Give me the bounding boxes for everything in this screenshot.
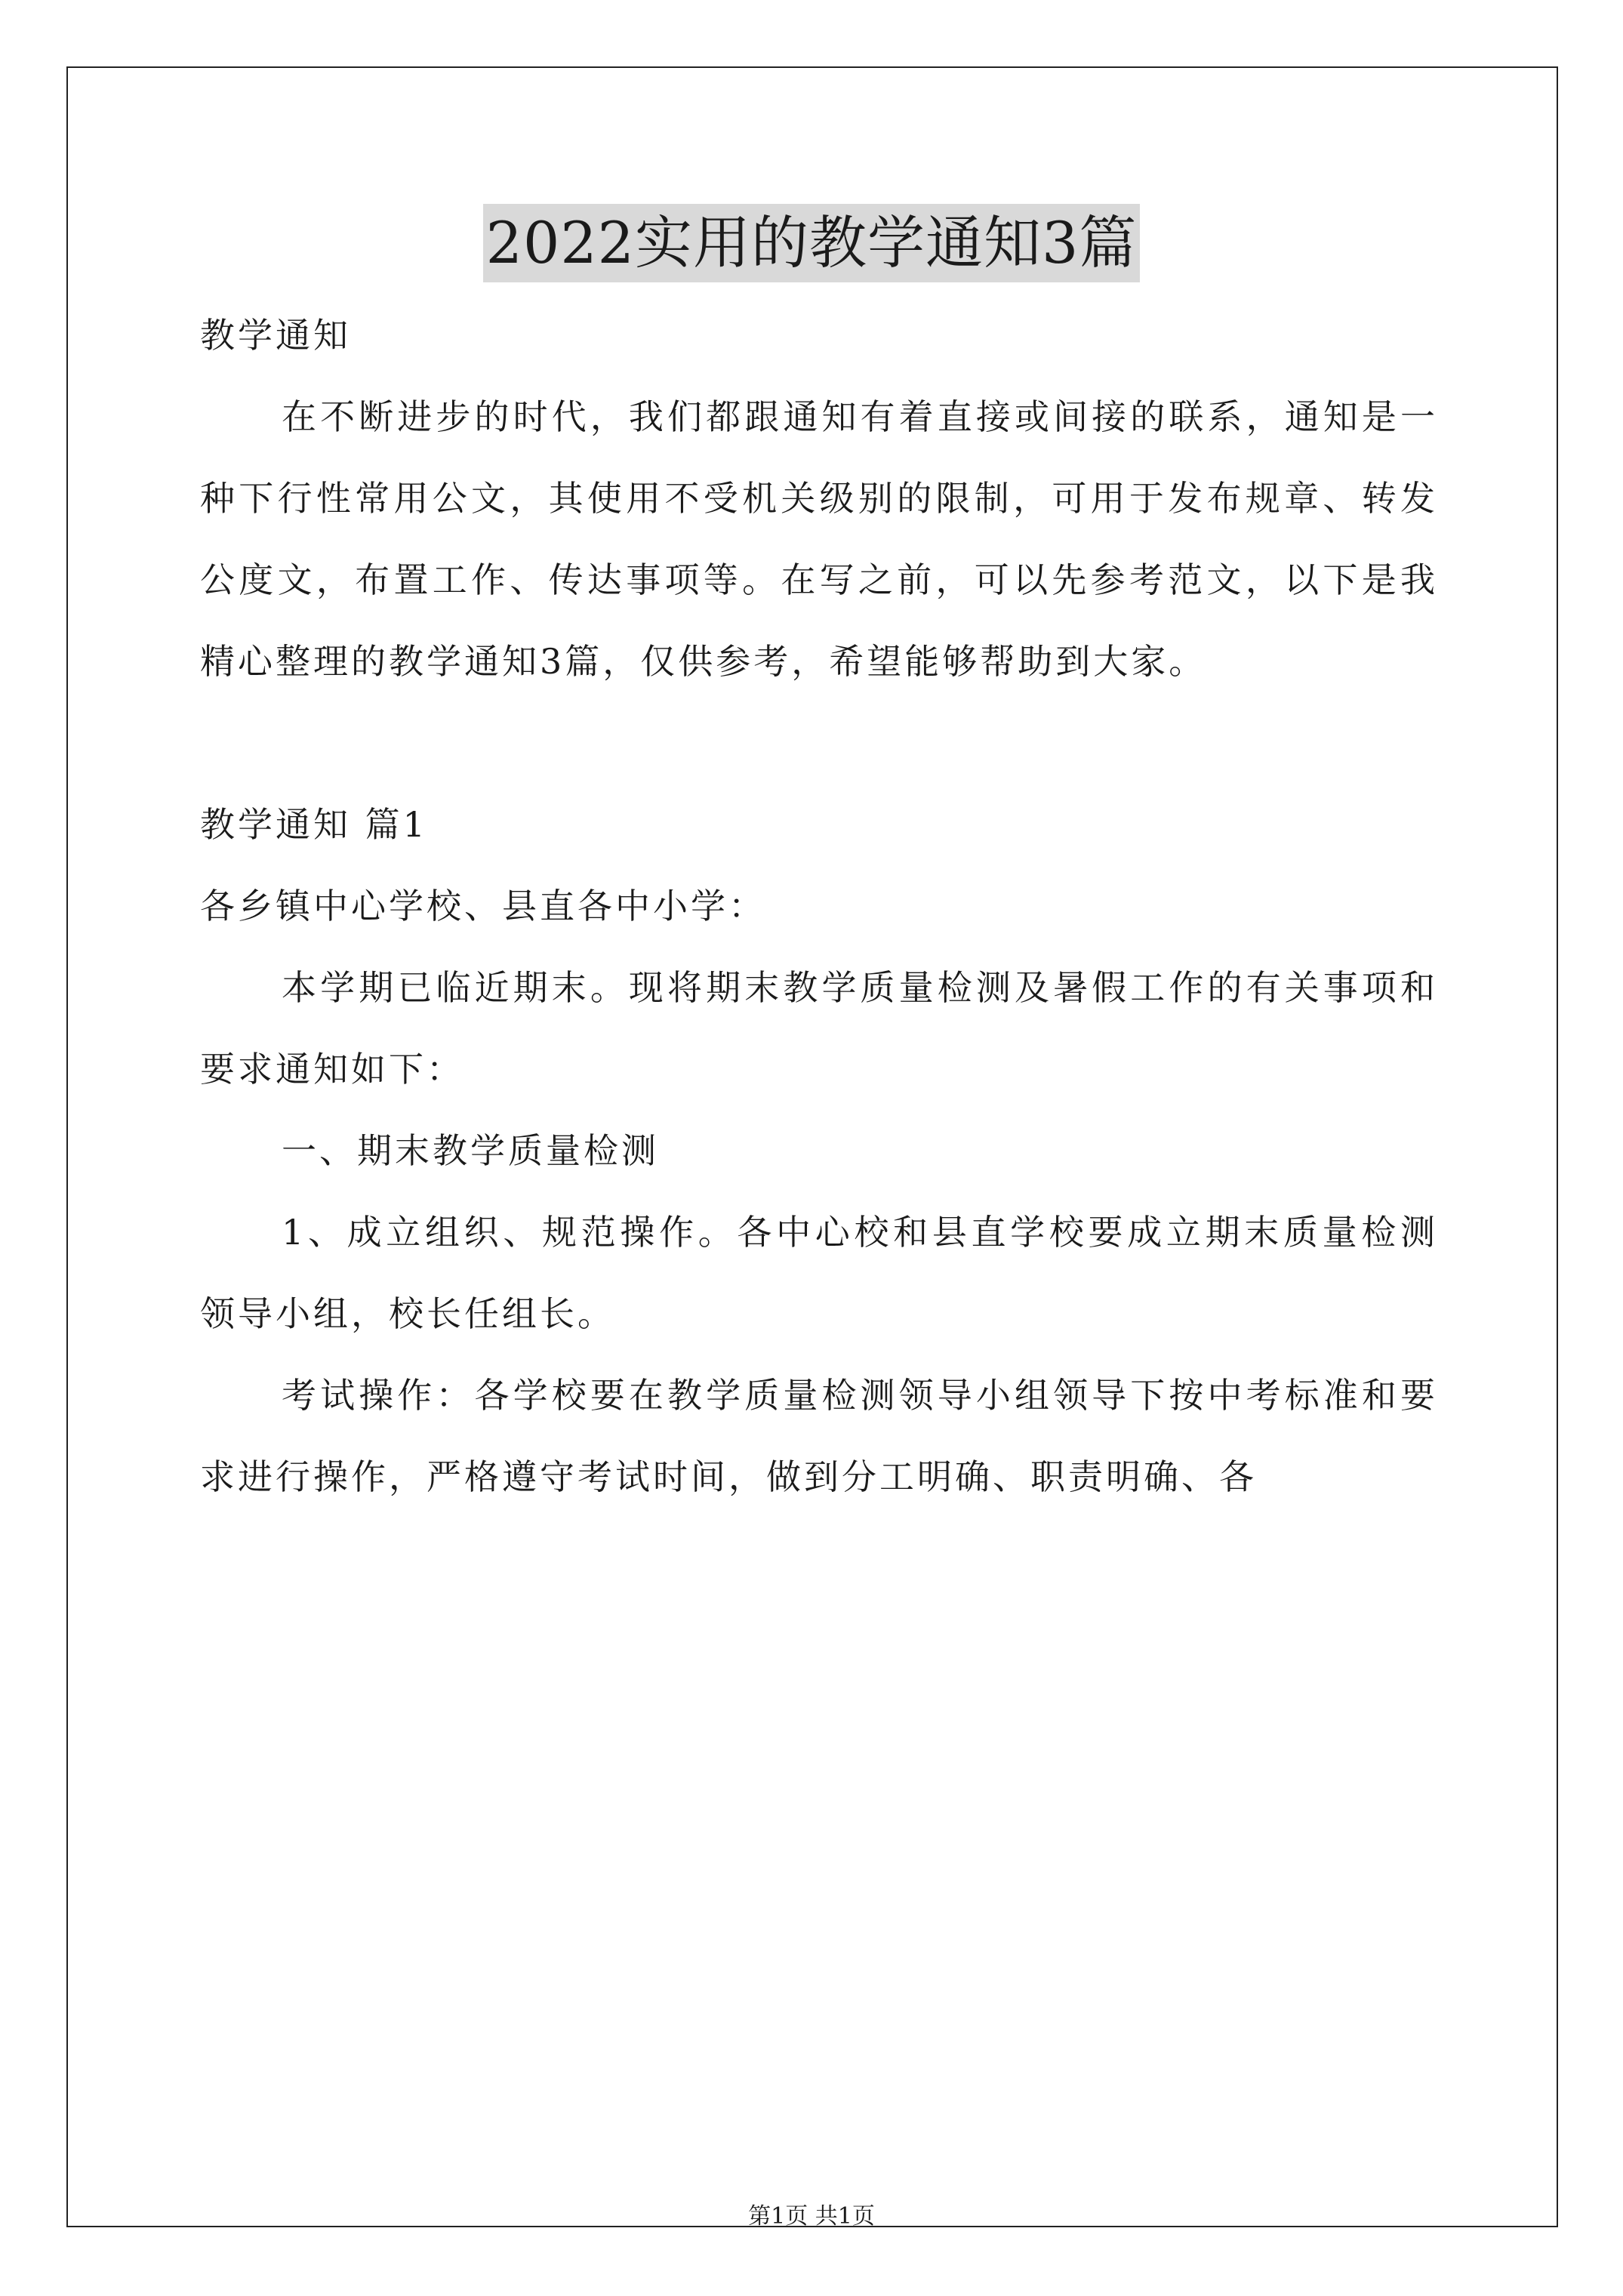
body-paragraph: 1、成立组织、规范操作。各中心校和县直学校要成立期末质量检测领导小组，校长任组长。 (200, 1212, 1438, 1334)
numbered-heading: 一、期末教学质量检测 (282, 1130, 659, 1171)
page-footer: 第1页 共1页 (748, 2203, 875, 2230)
body-paragraph: 本学期已临近期末。现将期末教学质量检测及暑假工作的有关事项和要求通知如下： (200, 967, 1438, 1089)
title-container (0, 204, 1623, 282)
paragraph-gap (200, 702, 1438, 784)
intro-paragraph: 在不断进步的时代，我们都跟通知有着直接或间接的联系，通知是一种下行性常用公文，其使用不受机关级别的限制，可用于发布规章、转发公度文，布置工作、传达事项等。在写之前，可以先参考范文，以下是我精心整理的教学通知3篇，仅供参考，希望能够帮助到大家。 (200, 396, 1438, 682)
body-paragraph: 考试操作：各学校要在教学质量检测领导小组领导下按中考标准和要求进行操作，严格遵守考试时间，做到分工明确、职责明确、各 (200, 1375, 1438, 1497)
salutation: 各乡镇中心学校、县直各中小学： (200, 886, 766, 926)
part-heading: 教学通知 篇1 (200, 804, 428, 845)
section-heading: 教学通知 (200, 315, 351, 356)
document-title: 2022实用的教学通知3篇 (483, 204, 1141, 282)
document-body (200, 294, 1438, 1518)
